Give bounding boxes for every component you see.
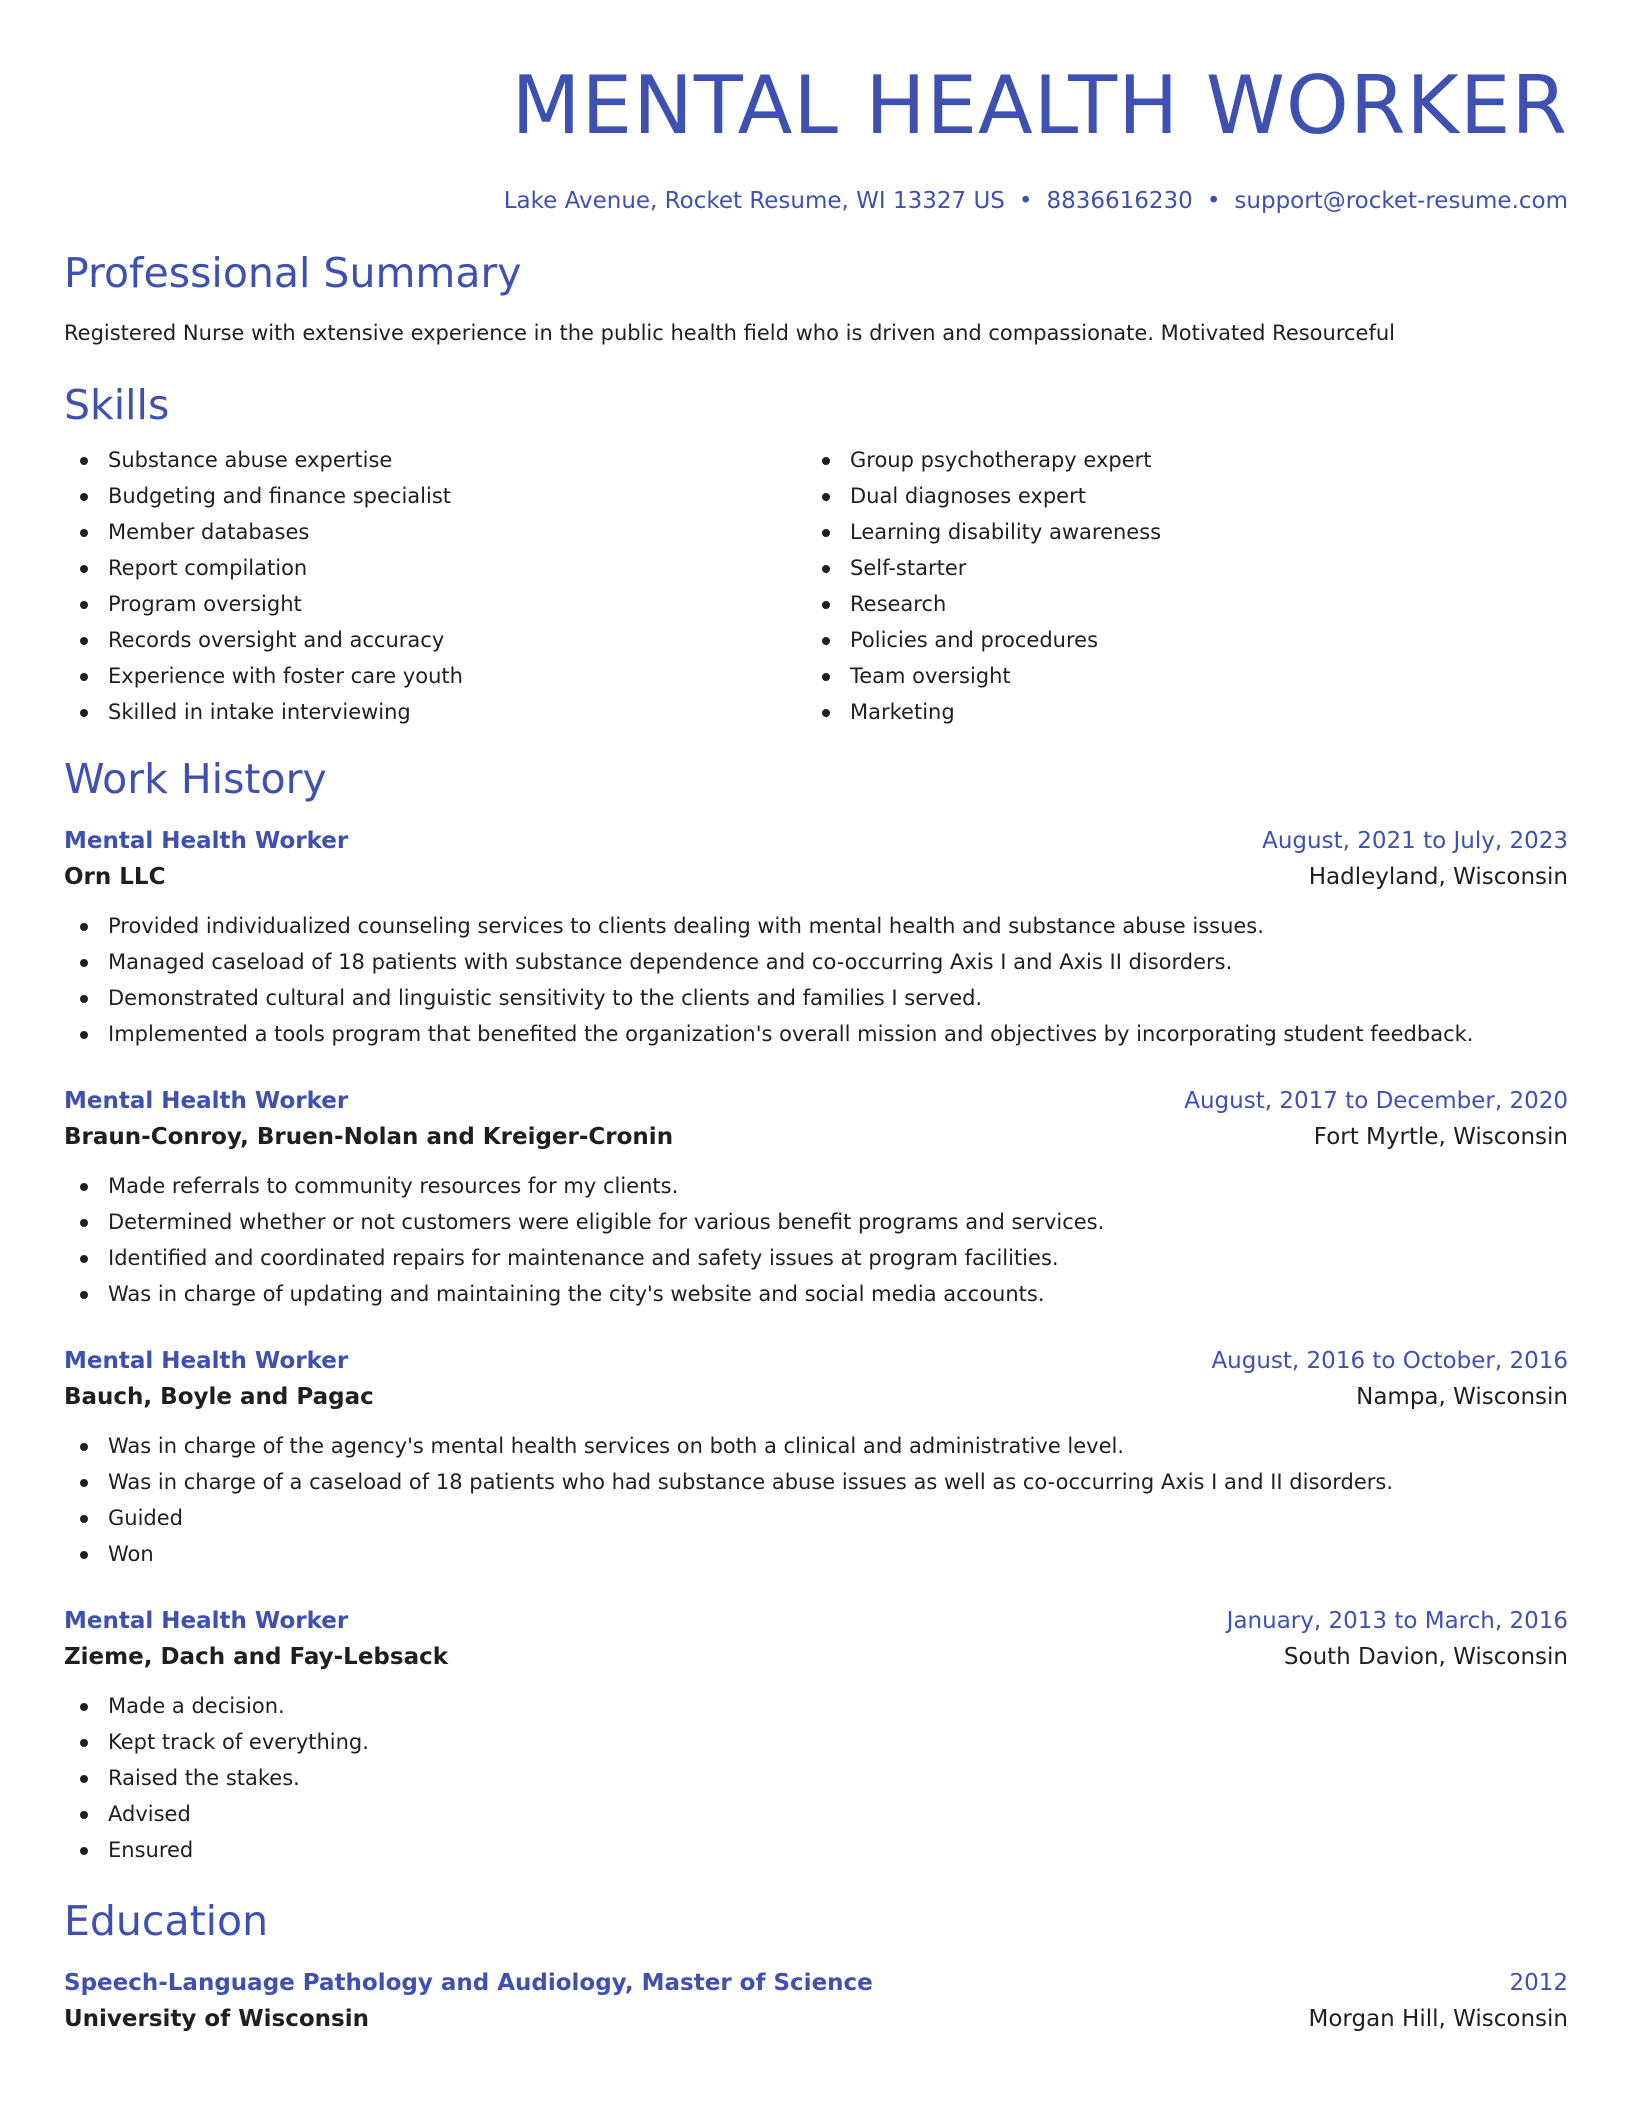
- contact-separator: •: [1018, 188, 1033, 214]
- skill-item: Budgeting and finance specialist: [64, 478, 806, 514]
- job-duties: [64, 1428, 1568, 1572]
- contact-phone: 8836616230: [1046, 188, 1193, 214]
- skill-item: Program oversight: [64, 586, 806, 622]
- job-entry: [64, 1084, 1568, 1312]
- duty-item: Made a decision.: [64, 1688, 1568, 1724]
- contact-email: support@rocket-resume.com: [1234, 188, 1568, 214]
- skill-item: Skilled in intake interviewing: [64, 694, 806, 730]
- duty-item: Advised: [64, 1796, 1568, 1832]
- skill-item: Marketing: [806, 694, 1566, 730]
- job-title: Mental Health Worker: [64, 1608, 349, 1634]
- work-history-heading: Work History: [64, 755, 327, 803]
- school-name: University of Wisconsin: [64, 2006, 369, 2032]
- duty-item: Implemented a tools program that benefited the organization's overall mission and objectives by incorporating student feedback.: [64, 1016, 1568, 1052]
- job-company: Bauch, Boyle and Pagac: [64, 1384, 374, 1410]
- job-dates: August, 2016 to October, 2016: [1211, 1348, 1568, 1374]
- skills-section: [64, 380, 1568, 730]
- job-title: Mental Health Worker: [64, 1088, 349, 1114]
- job-duties: [64, 1688, 1568, 1868]
- skill-item: Research: [806, 586, 1566, 622]
- skill-item: Group psychotherapy expert: [806, 442, 1566, 478]
- skill-item: Policies and procedures: [806, 622, 1566, 658]
- contact-separator: •: [1206, 188, 1221, 214]
- duty-item: Ensured: [64, 1832, 1568, 1868]
- graduation-year: 2012: [1509, 1970, 1568, 1996]
- job-company: Braun-Conroy, Bruen-Nolan and Kreiger-Cronin: [64, 1124, 674, 1150]
- education-entry: [64, 1966, 1568, 2038]
- duty-item: Was in charge of the agency's mental health services on both a clinical and administrative level.: [64, 1428, 1568, 1464]
- duty-item: Was in charge of a caseload of 18 patients who had substance abuse issues as well as co-occurring Axis I and II disorders.: [64, 1464, 1568, 1500]
- skill-item: Learning disability awareness: [806, 514, 1566, 550]
- summary-heading: Professional Summary: [64, 249, 522, 297]
- skill-item: Substance abuse expertise: [64, 442, 806, 478]
- job-title: Mental Health Worker: [64, 1348, 349, 1374]
- job-duties: [64, 1168, 1568, 1312]
- skill-item: Experience with foster care youth: [64, 658, 806, 694]
- duty-item: Guided: [64, 1500, 1568, 1536]
- contact-address: Lake Avenue, Rocket Resume, WI 13327 US: [503, 188, 1005, 214]
- job-dates: August, 2021 to July, 2023: [1262, 828, 1568, 854]
- job-location: Hadleyland, Wisconsin: [1308, 864, 1568, 890]
- duty-item: Provided individualized counseling services to clients dealing with mental health and substance abuse issues.: [64, 908, 1568, 944]
- skill-item: Report compilation: [64, 550, 806, 586]
- skill-item: Records oversight and accuracy: [64, 622, 806, 658]
- education-heading: Education: [64, 1897, 269, 1945]
- work-history-section: [64, 754, 1568, 1868]
- summary-text: Registered Nurse with extensive experience in the public health field who is driven and compassionate. Motivated Resourceful: [64, 321, 1396, 345]
- skill-item: Dual diagnoses expert: [806, 478, 1566, 514]
- summary-section: [64, 248, 1568, 348]
- education-section: [64, 1896, 1568, 2038]
- duty-item: Managed caseload of 18 patients with substance dependence and co-occurring Axis I and Axis II disorders.: [64, 944, 1568, 980]
- school-location: Morgan Hill, Wisconsin: [1308, 2006, 1568, 2032]
- job-entry: [64, 1344, 1568, 1572]
- skills-grid: [64, 442, 1568, 730]
- duty-item: Kept track of everything.: [64, 1724, 1568, 1760]
- duty-item: Demonstrated cultural and linguistic sensitivity to the clients and families I served.: [64, 980, 1568, 1016]
- job-location: Nampa, Wisconsin: [1356, 1384, 1568, 1410]
- job-location: South Davion, Wisconsin: [1283, 1644, 1568, 1670]
- job-entry: [64, 1604, 1568, 1868]
- duty-item: Determined whether or not customers were eligible for various benefit programs and services.: [64, 1204, 1568, 1240]
- job-title: Mental Health Worker: [64, 828, 349, 854]
- candidate-name: MENTAL HEALTH WORKER: [511, 59, 1568, 152]
- resume-header: [64, 58, 1568, 216]
- degree: Speech-Language Pathology and Audiology, Master of Science: [64, 1970, 873, 1996]
- skill-item: Team oversight: [806, 658, 1566, 694]
- job-company: Zieme, Dach and Fay-Lebsack: [64, 1644, 449, 1670]
- duty-item: Identified and coordinated repairs for maintenance and safety issues at program facilities.: [64, 1240, 1568, 1276]
- duty-item: Raised the stakes.: [64, 1760, 1568, 1796]
- duty-item: Was in charge of updating and maintaining the city's website and social media accounts.: [64, 1276, 1568, 1312]
- skills-heading: Skills: [64, 381, 170, 429]
- job-dates: January, 2013 to March, 2016: [1226, 1608, 1568, 1634]
- skills-list-left: [64, 442, 806, 730]
- skills-list-right: [806, 442, 1566, 730]
- job-duties: [64, 908, 1568, 1052]
- duty-item: Won: [64, 1536, 1568, 1572]
- job-location: Fort Myrtle, Wisconsin: [1313, 1124, 1568, 1150]
- job-dates: August, 2017 to December, 2020: [1184, 1088, 1568, 1114]
- duty-item: Made referrals to community resources for my clients.: [64, 1168, 1568, 1204]
- skill-item: Member databases: [64, 514, 806, 550]
- skill-item: Self-starter: [806, 550, 1566, 586]
- contact-line: [64, 186, 1568, 216]
- job-entry: [64, 824, 1568, 1052]
- job-company: Orn LLC: [64, 864, 166, 890]
